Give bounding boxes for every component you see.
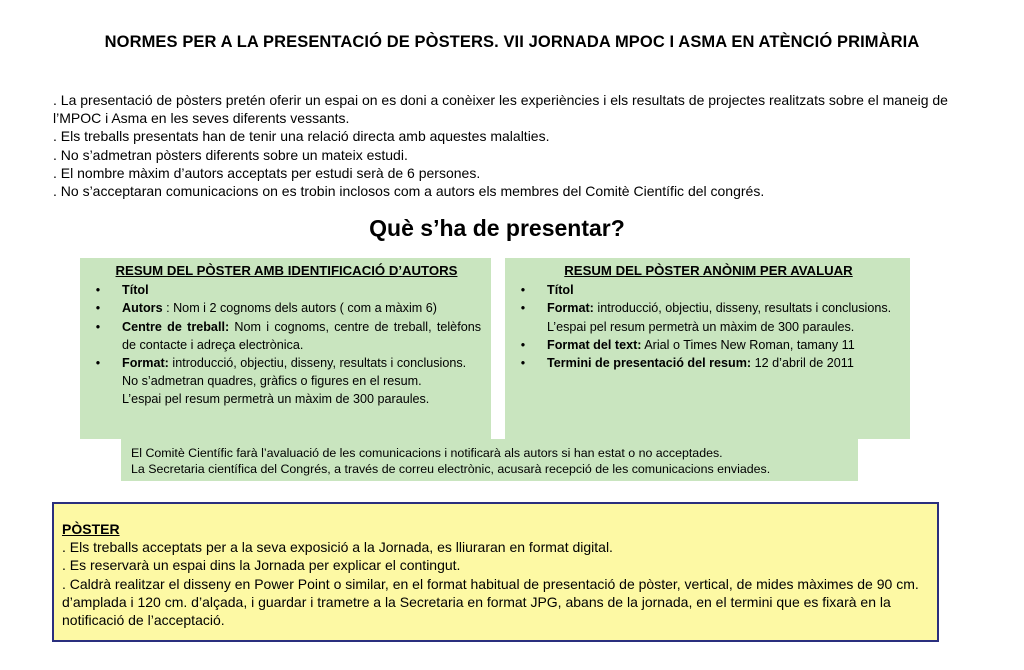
item-label: Format del text: [547,337,642,352]
list-item [92,281,481,299]
box-resum-autors [80,258,491,439]
box-heading: RESUM DEL PÒSTER AMB IDENTIFICACIÓ D’AUTORS [115,263,458,278]
list-item [517,281,900,299]
list-item [92,354,481,372]
intro-line: . Els treballs presentats han de tenir una relació directa amb aquestes malalties. [53,128,550,145]
list-item [517,299,900,317]
bullet-icon: • [95,319,101,334]
item-label: Format: [547,301,594,316]
poster-heading: PÒSTER [62,521,120,537]
box-list [517,336,900,372]
poster-section [52,502,939,642]
item-label: Centre de treball: [122,319,230,334]
intro-line: . El nombre màxim d’autors acceptats per estudi serà de 6 persones. [53,164,481,181]
bullet-icon: • [95,301,101,316]
box-list [517,281,900,317]
item-text: 12 d’abril de 2011 [751,356,854,371]
bullet-icon: • [520,283,526,298]
evaluation-note [121,439,858,481]
note-line: La Secretaria científica del Congrés, a través de correu electrònic, acusarà recepció de les comunicacions enviades. [131,462,771,476]
box-list [92,281,481,372]
item-label: Autors [122,301,163,316]
item-label: Format: [122,356,169,371]
bullet-icon: • [95,283,101,298]
list-item [92,318,481,354]
list-item [517,336,900,354]
item-text: Nom i cognoms, centre de treball, telèfons de contacte i adreça electrònica. [122,319,481,352]
item-label: Termini de presentació del resum: [547,356,752,371]
bullet-icon: • [520,356,526,371]
item-label: Títol [547,283,574,298]
list-item [92,299,481,317]
box-extra-line: L’espai pel resum permetrà un màxim de 300 paraules. [547,319,855,334]
intro-line: . No s’admetran pòsters diferents sobre un mateix estudi. [53,146,408,163]
bullet-icon: • [520,337,526,352]
section-heading: Què s’ha de presentar? [369,215,625,241]
intro-section [53,91,953,200]
poster-line: . Caldrà realitzar el disseny en Power Point o similar, en el format habitual de presentació de pòster, vertical, de mides màximes de 90 cm. d’amplada i 120 cm. d’alçada, i guardar i trametre a la Secretaria en format JPG, abans de la jornada, en el termini que es fixarà en la notificació de l’acceptació. [62,575,919,629]
box-resum-anonim [505,258,910,439]
box-extra-line: No s’admetran quadres, gràfics o figures en el resum. [122,374,422,389]
note-line: El Comitè Científic farà l’avaluació de les comunicacions i notificarà als autors si han estat o no acceptades. [131,446,723,460]
intro-line: . No s’acceptaran comunicacions on es trobin inclosos com a autors els membres del Comitè Científic del congrés. [53,183,765,200]
box-extra-line: L’espai pel resum permetrà un màxim de 300 paraules. [122,392,430,407]
intro-line: . La presentació de pòsters pretén oferir un espai on es doni a conèixer les experiències i els resultats de projectes realitzats sobre el maneig de l’MPOC i Asma en les seves diferents vessants. [53,92,948,127]
item-text: : Nom i 2 cognoms dels autors ( com a màxim 6) [162,301,437,316]
list-item [517,354,900,372]
bullet-icon: • [95,356,101,371]
item-text: introducció, objectiu, disseny, resultats i conclusions. [593,301,892,316]
item-text: introducció, objectiu, disseny, resultats i conclusions. [168,356,467,371]
poster-line: . Es reservarà un espai dins la Jornada per explicar el contingut. [62,557,461,574]
item-label: Títol [122,283,149,298]
item-text: Arial o Times New Roman, tamany 11 [641,337,855,352]
page-title: NORMES PER A LA PRESENTACIÓ DE PÒSTERS. VII JORNADA MPOC I ASMA EN ATÈNCIÓ PRIMÀRIA [104,33,920,51]
box-heading: RESUM DEL PÒSTER ANÒNIM PER AVALUAR [564,263,853,278]
bullet-icon: • [520,301,526,316]
poster-line: . Els treballs acceptats per a la seva exposició a la Jornada, es lliuraran en format digital. [62,539,613,556]
